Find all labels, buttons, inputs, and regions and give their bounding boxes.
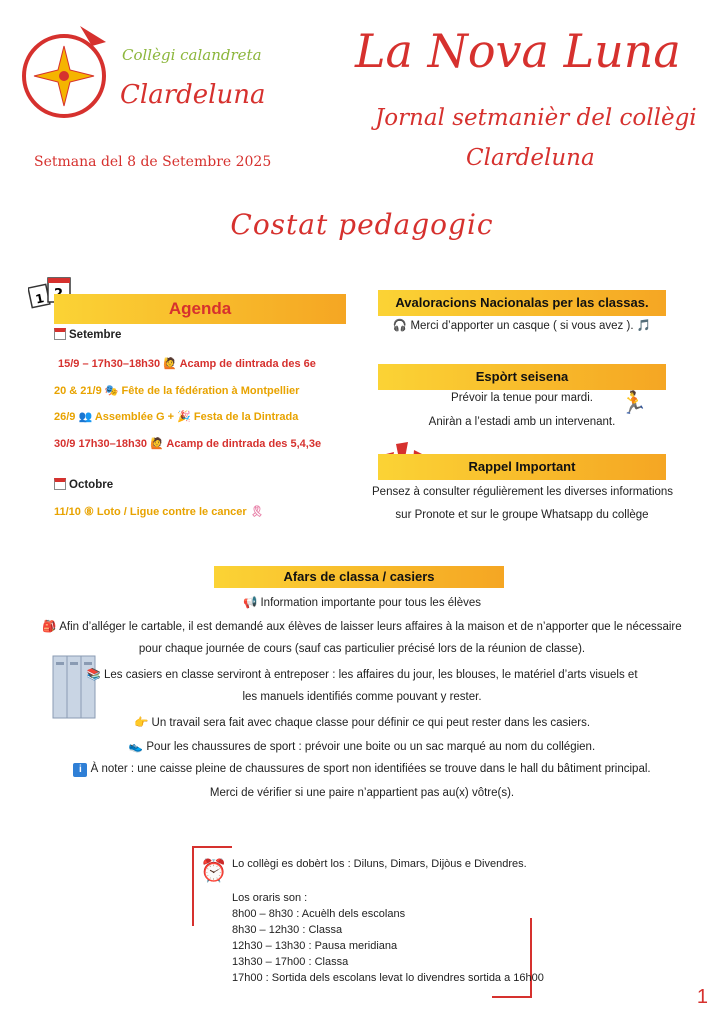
esport-header: Espòrt seisena — [378, 364, 666, 390]
pointing-hand-icon: 👉 — [133, 717, 149, 729]
person-icon: 🙋 — [163, 358, 177, 370]
school-logo — [20, 20, 120, 120]
theater-icon: 🎭 — [104, 385, 119, 397]
list-item: 11/10 ⑧ Loto / Ligue contre le cancer 🎗 — [54, 506, 264, 518]
casiers-line: Merci de vérifier si une paire n’appartient pas au(x) vôtre(s). — [209, 787, 515, 799]
aval-text: 🎧 Merci d’apporter un casque ( si vous avez ). 🎵 — [392, 320, 652, 332]
casiers-line: les manuels identifiés comme pouvant y rester. — [242, 691, 482, 703]
list-item: 26/9 👥 Assemblée G + 🎉 Festa de la Dintrada — [54, 411, 299, 423]
casiers-line: 🎒 Afin d’alléger le cartable, il est demandé aux élèves de laisser leurs affaires à la maison et de n’apporter que le nécessaire — [42, 621, 682, 633]
rappel-line: Pensez à consulter régulièrement les diverses informations — [372, 486, 674, 498]
runner-icon: 🏃 — [620, 390, 648, 415]
casiers-line: i À noter : une caisse pleine de chaussures de sport non identifiées se trouve dans le hall du bâtiment principal. — [0, 763, 724, 777]
casiers-line: 👉 Un travail sera fait avec chaque classe pour définir ce qui peut rester dans les casiers. — [133, 717, 591, 729]
newspaper-subtitle: Jornal setmanièr del collègi — [375, 105, 697, 131]
ball-icon: ⑧ — [83, 506, 94, 518]
backpack-icon: 🎒 — [42, 621, 57, 633]
logo-name-text: Clardeluna — [120, 80, 266, 110]
earphones-icon: 🎵 — [636, 320, 652, 332]
hours-row: 17h00 : Sortida dels escolans levat lo divendres sortida a 16h00 — [232, 972, 544, 984]
page-number: 1 — [696, 986, 708, 1008]
esport-line: Prévoir la tenue pour mardi. — [451, 392, 593, 404]
rappel-header: Rappel Important — [378, 454, 666, 480]
ribbon-icon: 🎗 — [249, 506, 264, 518]
party-icon: 🎉 — [177, 411, 191, 423]
calendar-icon — [54, 328, 66, 340]
casiers-line: 📚 Les casiers en classe serviront à entreposer : les affaires du jour, les blouses, le matériel d’arts visuels et — [86, 669, 638, 681]
rappel-line: sur Pronote et sur le groupe Whatsapp du collège — [395, 509, 649, 521]
newspaper-title: La Nova Luna — [355, 24, 681, 78]
logo-school-text: Collègi calandreta — [122, 46, 262, 64]
sneaker-icon: 👟 — [128, 741, 144, 753]
newspaper-subtitle-school: Clardeluna — [466, 145, 595, 171]
hours-title: Los oraris son : — [232, 892, 308, 904]
hours-box — [192, 846, 544, 998]
month-september: Setembre — [54, 328, 121, 341]
month-october: Octobre — [54, 478, 113, 491]
lockers-icon — [52, 654, 96, 720]
hours-row: 8h30 – 12h30 : Classa — [232, 924, 343, 936]
alarm-clock-icon: ⏰ — [200, 858, 228, 883]
opening-days: Lo collègi es dobèrt los : Diluns, Dimars, Dijòus e Divendres. — [232, 858, 527, 870]
megaphone-icon: 📢 — [242, 597, 258, 609]
casiers-line: pour chaque journée de cours (sauf cas particulier précisé lors de la réunion de classe). — [138, 643, 586, 655]
list-item: 15/9 – 17h30–18h30 🙋 Acamp de dintrada des 6e — [58, 358, 316, 370]
casiers-line: 📢 Information importante pour tous les élèves — [242, 597, 482, 609]
people-icon: 👥 — [78, 411, 93, 423]
hours-row: 13h30 – 17h00 : Classa — [232, 956, 349, 968]
casiers-header: Afars de classa / casiers — [214, 566, 504, 588]
aval-header: Avaloracions Nacionalas per las classas. — [378, 290, 666, 316]
esport-line: Aniràn a l’estadi amb un intervenant. — [428, 416, 616, 428]
agenda-header: Agenda — [54, 294, 346, 324]
hours-row: 8h00 – 8h30 : Acuèlh dels escolans — [232, 908, 406, 920]
casiers-line: 👟 Pour les chaussures de sport : prévoir une boite ou un sac marqué au nom du collégien. — [128, 741, 596, 753]
hours-row: 12h30 – 13h30 : Pausa meridiana — [232, 940, 398, 952]
week-date: Setmana del 8 de Setembre 2025 — [34, 154, 272, 170]
svg-text:1: 1 — [34, 291, 46, 307]
person-icon: 🙋 — [150, 438, 164, 450]
info-icon: i — [73, 763, 87, 777]
headphones-icon: 🎧 — [392, 320, 408, 332]
books-icon: 📚 — [86, 669, 101, 681]
calendar-icon — [54, 478, 66, 490]
section-title: Costat pedagogic — [230, 208, 494, 241]
list-item: 30/9 17h30–18h30 🙋 Acamp de dintrada des 5,4,3e — [54, 438, 322, 450]
list-item: 20 & 21/9 🎭 Fête de la fédération à Montpellier — [54, 385, 300, 397]
